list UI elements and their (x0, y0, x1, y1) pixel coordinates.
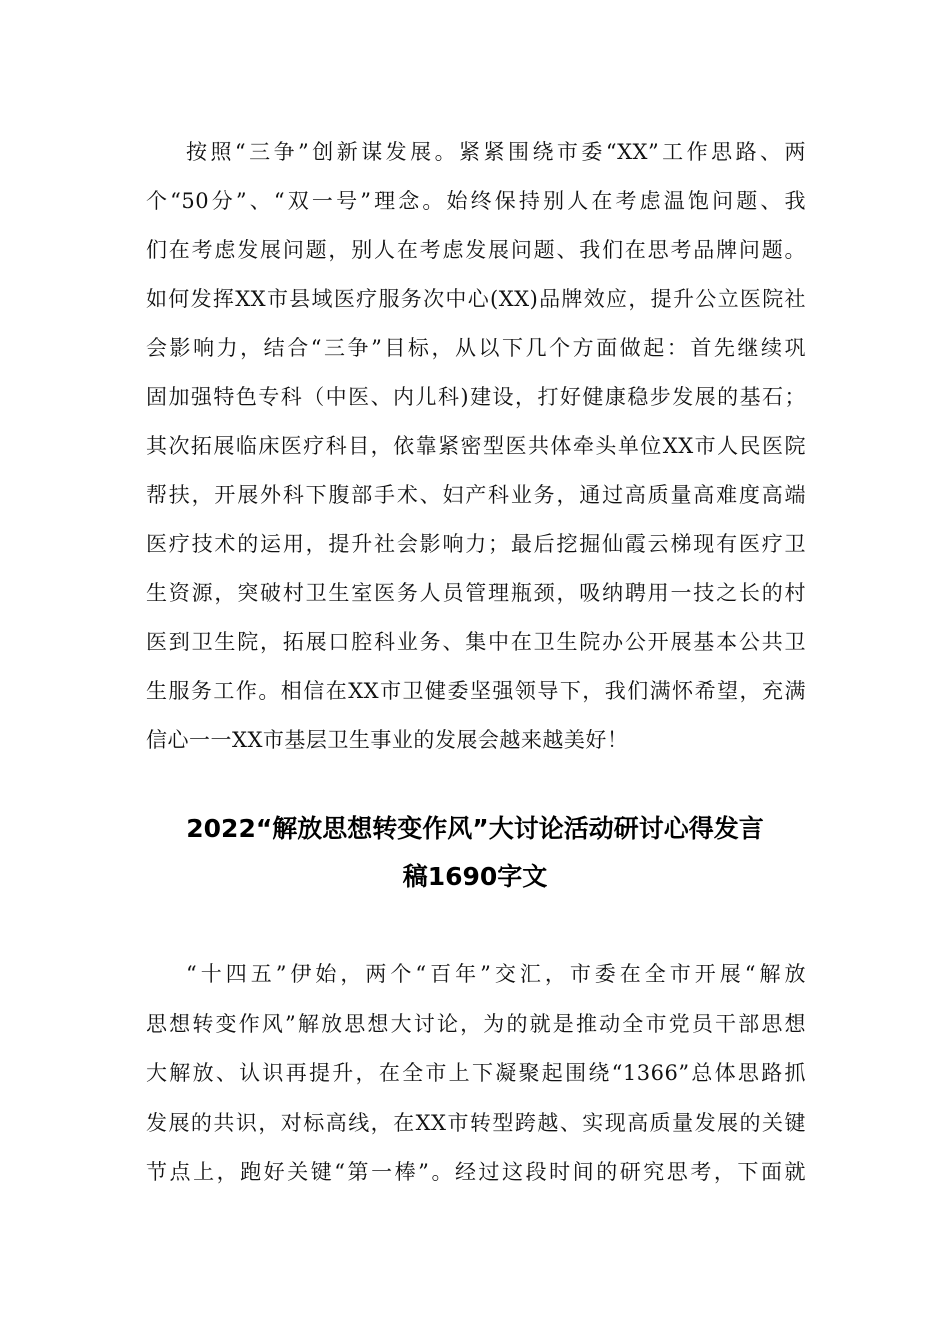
paragraph-2-line: 发展的共识，对标高线，在XX市转型跨越、实现高质量发展的关键 (146, 1111, 806, 1135)
paragraph-1-line: 生服务工作。相信在XX市卫健委坚强领导下，我们满怀希望，充满 (146, 679, 806, 703)
article-title-line-2: 稿1690字文 (402, 862, 548, 891)
paragraph-1-line: 会影响力，结合“三争”目标，从以下几个方面做起：首先继续巩 (146, 336, 806, 360)
paragraph-1-line: 如何发挥XX市县域医疗服务次中心(XX)品牌效应，提升公立医院社 (146, 287, 806, 311)
article-title-line-1: 2022“解放思想转变作风”大讨论活动研讨心得发言 (186, 814, 764, 843)
paragraph-1-line: 们在考虑发展问题，别人在考虑发展问题、我们在思考品牌问题。 (146, 238, 806, 262)
paragraph-2-line: “十四五”伊始，两个“百年”交汇，市委在全市开展“解放 (186, 962, 806, 986)
paragraph-1-line: 帮扶，开展外科下腹部手术、妇产科业务，通过高质量高难度高端 (146, 483, 806, 507)
paragraph-1-line: 医疗技术的运用，提升社会影响力；最后挖掘仙霞云梯现有医疗卫 (146, 532, 806, 556)
paragraph-1-line: 信心一一XX市基层卫生事业的发展会越来越美好！ (146, 728, 629, 752)
paragraph-2-line: 大解放、认识再提升，在全市上下凝聚起围绕“1366”总体思路抓 (146, 1061, 806, 1085)
paragraph-1-line: 医到卫生院，拓展口腔科业务、集中在卫生院办公开展基本公共卫 (146, 630, 806, 654)
paragraph-1-line: 生资源，突破村卫生室医务人员管理瓶颈，吸纳聘用一技之长的村 (146, 581, 806, 605)
paragraph-1-line: 按照“三争”创新谋发展。紧紧围绕市委“XX”工作思路、两 (186, 140, 806, 164)
paragraph-2-line: 节点上，跑好关键“第一棒”。经过这段时间的研究思考，下面就 (146, 1160, 806, 1184)
paragraph-1-line: 个“50分”、“双一号”理念。始终保持别人在考虑温饱问题、我 (146, 189, 806, 213)
paragraph-1-line: 固加强特色专科（中医、内儿科)建设，打好健康稳步发展的基石； (146, 385, 806, 409)
paragraph-1-line: 其次拓展临床医疗科目，依靠紧密型医共体牵头单位XX市人民医院 (146, 434, 806, 458)
paragraph-2-line: 思想转变作风”解放思想大讨论，为的就是推动全市党员干部思想 (146, 1012, 806, 1036)
